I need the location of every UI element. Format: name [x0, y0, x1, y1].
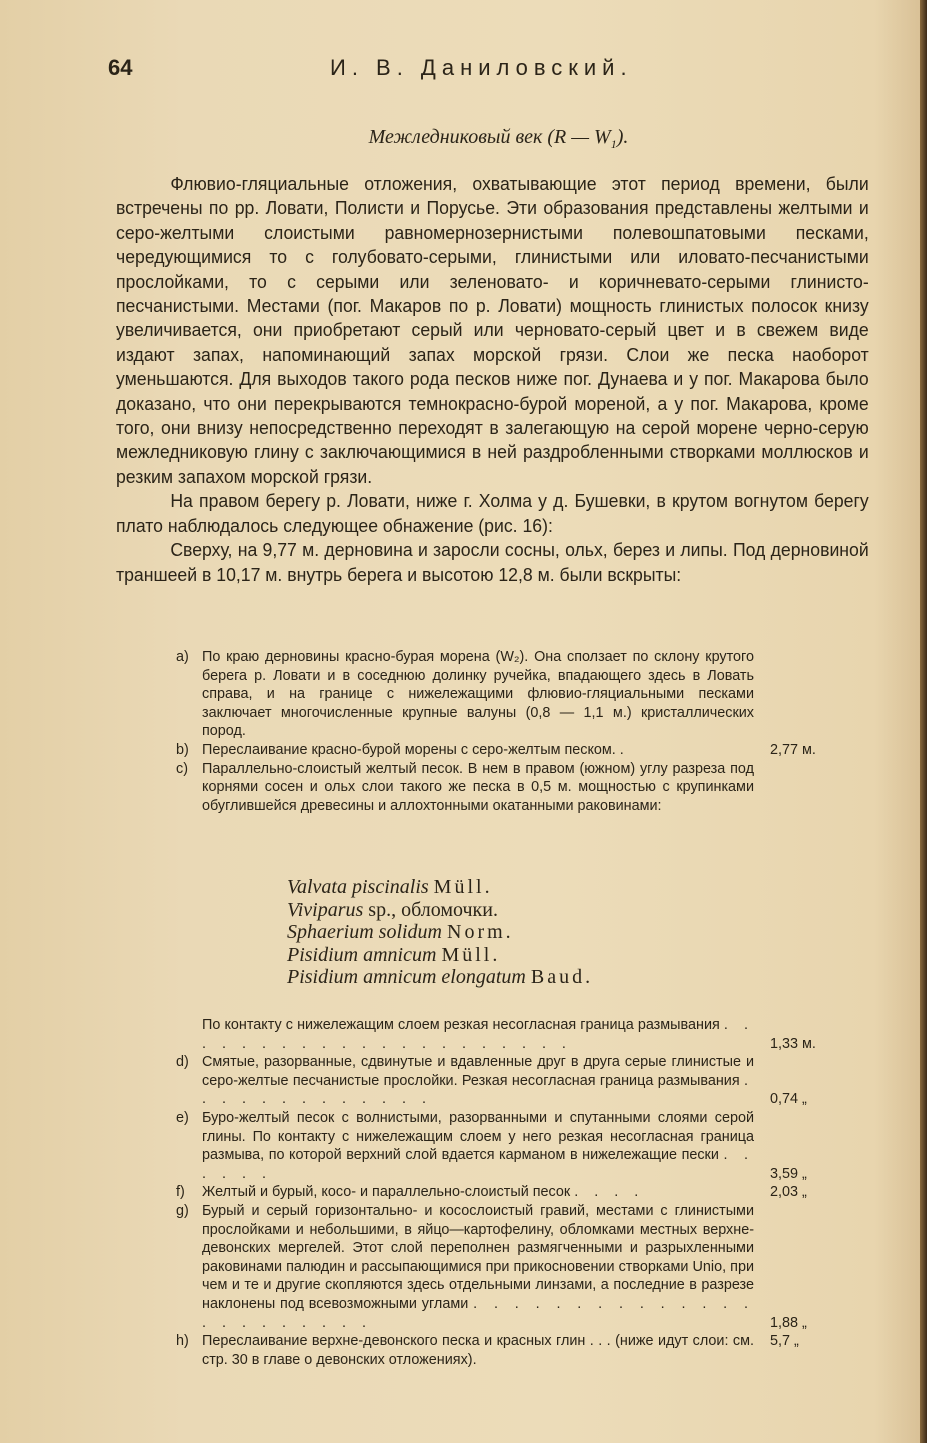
species-author: sp., обломочки.: [368, 898, 498, 921]
layer-text: Смятые, разорванные, сдвинутые и вдавленные друг в друга серые глинистые и серо-желтые песчанистые прослойки. Резкая несогласная граница размывания: [202, 1054, 754, 1089]
layer-thickness: 1,88 „: [770, 1314, 807, 1331]
section-title-text: Межледниковый век (R — W: [368, 126, 611, 148]
layer-item: [176, 1053, 836, 1109]
species-item: [287, 876, 593, 899]
paragraph: Сверху, на 9,77 м. дерновина и заросли сосны, ольх, берез и липы. Под дерновиной траншеей в 10,17 м. внутрь берега и высотою 12,8 м. были вскрыты:: [116, 540, 869, 585]
page-edge: [920, 0, 927, 1443]
species-item: [287, 921, 593, 944]
species-item: [287, 944, 593, 967]
layer-label: c): [176, 760, 188, 777]
species-name: Pisidium amnicum elongatum: [287, 966, 526, 988]
species-name: Sphaerium solidum: [287, 921, 442, 943]
layer-thickness: 1,33 м.: [770, 1035, 816, 1052]
layer-label: f): [176, 1184, 185, 1201]
section-title-subscript: 1: [610, 137, 617, 151]
page-number: 64: [108, 55, 133, 80]
layer-list-lower: [176, 1016, 836, 1369]
layer-item: [176, 760, 836, 816]
section-title-end: ).: [616, 126, 629, 148]
running-head: [108, 55, 837, 85]
species-author: Baud.: [530, 966, 594, 988]
species-list: [287, 876, 593, 989]
layer-thickness: 2,77 м.: [770, 741, 816, 758]
layer-text: Бурый и серый горизонтально- и косослоистый гравий, местами с глинистыми прослойками и небольшими, в яйцо—картофелину, обломками местных верхне-девонских мергелей. Этот слой переполнен размягченными и разрыхленными раковинами палюдин и рассыпающимися при прикосновении створками Unio, при чем и те и другие скопляются здесь отдельными линзами, а последние в разрезе наклонены под всевозможными углами: [202, 1202, 754, 1312]
layer-label: d): [176, 1054, 189, 1071]
author-name: И. В. Даниловский.: [330, 55, 633, 80]
layer-thickness: 2,03 „: [770, 1184, 807, 1201]
layer-text: Буро-желтый песок с волнистыми, разорванными и спутанными слоями серой глины. По контакту с нижележащим слоем у него резкая несогласная граница размыва, по которой верхний слой вдается карманом в нижележащие пески: [202, 1109, 754, 1164]
species-author: Norm.: [447, 921, 514, 943]
section-title: [0, 126, 927, 152]
layer-label: h): [176, 1333, 189, 1350]
paragraph: На правом берегу р. Ловати, ниже г. Холма у д. Бушевки, в крутом вогнутом берегу плато наблюдалось следующее обнажение (рис. 16):: [116, 491, 869, 536]
leader-dots: . . . .: [574, 1184, 645, 1201]
layer-item: [176, 1202, 836, 1332]
layer-text: По краю дерновины красно-бурая морена (W₂). Она сползает по склону крутого берега р. Ловати и в соседнюю долинку ручейка, впадающего здесь в Ловать справа, и на границе с нижележащими флювио-гляциальными песками заключает многочисленные крупные валуны (0,8 — 1,1 м.) кристаллических пород.: [202, 649, 754, 740]
layer-thickness: 0,74 „: [770, 1091, 807, 1108]
species-name: Valvata piscinalis: [287, 876, 429, 898]
layer-label: b): [176, 741, 189, 758]
paragraph: Флювио-гляциальные отложения, охватывающие этот период времени, были встречены по рр. Ловати, Полисти и Порусье. Эти образования представлены желтыми и серо-желтыми слоистыми равномернозернистыми полевошпатовыми песками, чередующимися то с голубовато-серыми, глинистыми или иловато-песчанистыми прослойками, то с серыми или зеленовато- и коричневато-серыми глинисто-песчанистыми. Местами (пог. Макаров по р. Ловати) мощность глинистых полосок книзу увеличивается, они приобретают серый или черновато-серый цвет и в свежем виде издают запах, напоминающий запах морской грязи. Слои же песка наоборот уменьшаются. Для выходов такого рода песков ниже пог. Дунаева и у пог. Макарова было доказано, что они перекрываются темнокрасно-бурой мореной, а у пог. Макарова, кроме того, они внизу непосредственно переходят в залегающую на серой морене черно-серую межледниковую глину с заключающимися в ней раздробленными створками моллюсков и резким запахом морской грязи.: [116, 174, 869, 487]
layer-item: [176, 1109, 836, 1183]
body-text: [116, 172, 869, 587]
leader-dots: . . . . . . . . . . . . . . . . . . . . .: [202, 1017, 754, 1052]
layer-item: [176, 648, 836, 741]
layer-text: Параллельно-слоистый желтый песок. В нем в правом (южном) углу разреза под корнями сосен и ольх слои такого же песка в 0,5 м. мощностью с крупинками обуглившейся древесины и аллохтонными окатанными раковинами:: [202, 760, 754, 814]
leader-dots: . . . . . . . . . . . . .: [202, 1072, 754, 1108]
layer-text: Переслаивание верхне-девонского песка и красных глин . . . (ниже идут слои: см. стр. 30 в главе о девонских отложениях).: [202, 1333, 754, 1368]
species-author: Müll.: [441, 943, 501, 966]
layer-label: e): [176, 1109, 189, 1126]
leader-dots: . . . . . . . . . . . . . . . . . . . . . . .: [202, 1295, 755, 1331]
layer-text: Переслаивание красно-бурой морены с серо-желтым песком. .: [202, 741, 624, 758]
species-name: Viviparus: [287, 898, 364, 921]
species-author: Müll.: [433, 876, 493, 898]
layer-list-upper: [176, 648, 836, 815]
species-item: [287, 966, 593, 989]
layer-text: Желтый и бурый, косо- и параллельно-слоистый песок: [202, 1184, 571, 1201]
leader-dots: . . . . . .: [202, 1147, 754, 1182]
species-item: [287, 899, 593, 922]
species-name: Pisidium amnicum: [287, 943, 437, 966]
layer-item: [176, 1183, 836, 1202]
layer-label: a): [176, 649, 189, 665]
layer-item: [176, 741, 836, 760]
layer-thickness: 5,7 „: [770, 1333, 799, 1350]
layer-label: g): [176, 1202, 189, 1219]
layer-thickness: 3,59 „: [770, 1165, 807, 1182]
layer-c-continuation: [176, 1016, 836, 1053]
layer-text: По контакту с нижележащим слоем резкая несогласная граница размывания: [202, 1017, 720, 1033]
layer-item: [176, 1332, 836, 1369]
